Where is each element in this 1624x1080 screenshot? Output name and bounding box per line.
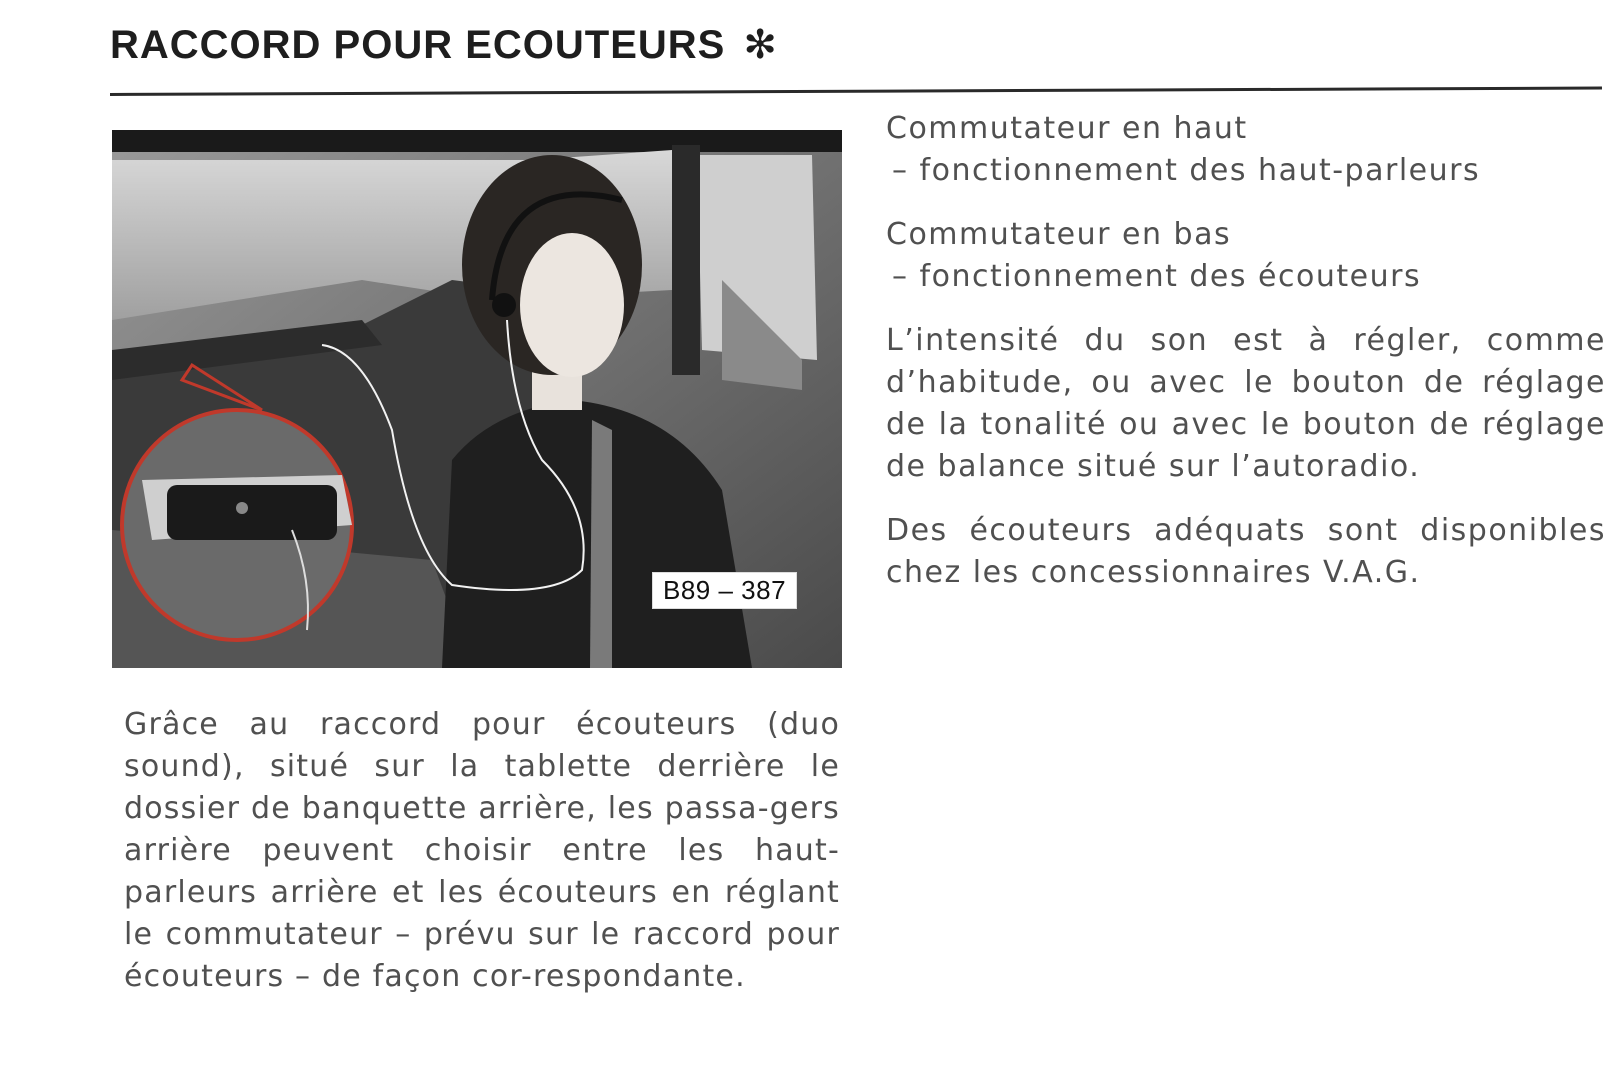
- headphone-photo: [112, 130, 842, 668]
- asterisk-icon: ✻: [743, 23, 778, 67]
- switch-down-label: Commutateur en bas: [886, 217, 1232, 252]
- intro-paragraph: Grâce au raccord pour écouteurs (duo sound), situé sur la tablette derrière le dossier de banquette arrière, les passa-gers arrière peuvent choisir entre les haut-parleurs arrière et les écouteurs en réglant le commutateur – prévu sur le raccord pour écouteurs – de façon cor-respondante.: [124, 707, 840, 994]
- page-title: [110, 22, 778, 68]
- title-rule: [110, 86, 1602, 96]
- title-text: RACCORD POUR ECOUTEURS: [110, 23, 726, 67]
- figure-label: B89 – 387: [652, 572, 797, 609]
- switch-up-label: Commutateur en haut: [886, 111, 1248, 146]
- dealer-note: Des écouteurs adéquats sont disponibles chez les concessionnaires V.A.G.: [886, 513, 1606, 590]
- right-column: [886, 108, 1606, 616]
- volume-note: L’intensité du son est à régler, comme d’habitude, ou avec le bouton de réglage de la tonalité ou avec le bouton de réglage de balance situé sur l’autoradio.: [886, 323, 1606, 484]
- switch-up-result: – fonctionnement des haut-parleurs: [892, 153, 1481, 188]
- switch-down-result: – fonctionnement des écouteurs: [892, 259, 1422, 294]
